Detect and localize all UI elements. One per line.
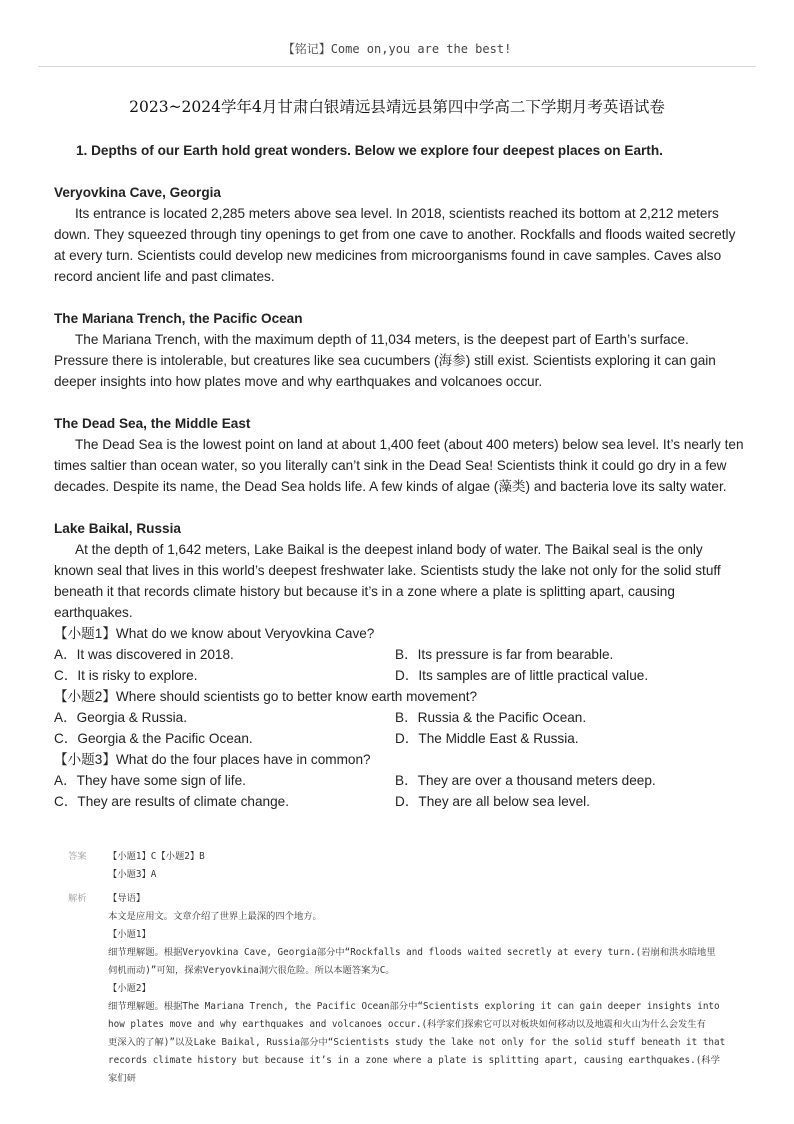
- answer-content: [108, 848, 728, 884]
- analysis-line: 【小题1】: [108, 929, 151, 940]
- options-row: [54, 644, 744, 665]
- answer-row: [68, 848, 728, 884]
- section-paragraph: At the depth of 1,642 meters, Lake Baikal is the deepest inland body of water. The Baikal seal is the only known seal that lives in this world’s deepest freshwater lake. Scientists study the lake not only for the solid stuff beneath it that records climate history but because it’s in a zone where a plate is splitting apart, causing earthquakes.: [54, 542, 721, 620]
- analysis-line: 【小题2】: [108, 983, 151, 994]
- analysis-line: 【导语】: [108, 893, 146, 904]
- subquestion-1: [54, 623, 744, 686]
- section-veryovkina: [54, 182, 744, 287]
- analysis-line: 细节理解题。根据The Mariana Trench, the Pacific Ocean部分中“Scientists exploring it can gain deeper insights into: [108, 1001, 720, 1012]
- paragraph-gap: [54, 497, 744, 518]
- analysis-line: 更深入的了解)”以及Lake Baikal, Russia部分中“Scientists study the lake not only for the solid stuff beneath it that: [108, 1037, 726, 1048]
- header-motto: 【铭记】Come on,you are the best!: [282, 42, 512, 56]
- options-row: [54, 707, 744, 728]
- option-c: C．They are results of climate change.: [54, 794, 289, 809]
- option-d: D．The Middle East & Russia.: [395, 731, 579, 746]
- analysis-line: 伺机而动)”可知，探索Veryovkina洞穴很危险。所以本题答案为C。: [108, 965, 395, 976]
- document-title: 2023~2024学年4月甘肃白银靖远县靖远县第四中学高二下学期月考英语试卷: [129, 98, 665, 116]
- section-heading: Lake Baikal, Russia: [54, 521, 181, 536]
- subquestion-stem: 【小题1】What do we know about Veryovkina Cave?: [54, 626, 375, 641]
- option-a: A．They have some sign of life.: [54, 773, 246, 788]
- subquestion-2: [54, 686, 744, 749]
- paragraph-gap: [54, 392, 744, 413]
- options-row: [54, 728, 744, 749]
- answer-label: 答案: [68, 851, 87, 862]
- paragraph-gap: [54, 287, 744, 308]
- option-a: A．It was discovered in 2018.: [54, 647, 234, 662]
- section-mariana: [54, 308, 744, 392]
- analysis-line: records climate history but because it’s in a zone where a plate is splitting apart, causing earthquakes.(科学家们研: [108, 1055, 720, 1084]
- analysis-content: [108, 890, 728, 1088]
- section-heading: The Dead Sea, the Middle East: [54, 416, 251, 431]
- option-d: D．Its samples are of little practical value.: [395, 668, 649, 683]
- option-d: D．They are all below sea level.: [395, 794, 590, 809]
- section-baikal: [54, 518, 744, 623]
- header-divider: [38, 66, 756, 67]
- subquestion-stem: 【小题2】Where should scientists go to better know earth movement?: [54, 689, 478, 704]
- option-a: A．Georgia & Russia.: [54, 710, 187, 725]
- option-c: C．Georgia & the Pacific Ocean.: [54, 731, 253, 746]
- section-heading: The Mariana Trench, the Pacific Ocean: [54, 311, 303, 326]
- subquestion-3: [54, 749, 744, 812]
- answer-line: 【小题3】A: [108, 869, 157, 880]
- option-b: B．Russia & the Pacific Ocean.: [395, 710, 587, 725]
- section-heading: Veryovkina Cave, Georgia: [54, 185, 221, 200]
- answer-analysis-block: [68, 848, 728, 1088]
- options-row: [54, 791, 744, 812]
- section-dead-sea: [54, 413, 744, 497]
- analysis-row: [68, 890, 728, 1088]
- question-intro: 1. Depths of our Earth hold great wonders. Below we explore four deepest places on Earth.: [76, 143, 663, 158]
- option-b: B．Its pressure is far from bearable.: [395, 647, 614, 662]
- analysis-line: how plates move and why earthquakes and volcanoes occur.(科学家们探索它可以对板块如何移动以及地震和火山为什么会发生有: [108, 1019, 706, 1030]
- section-paragraph: Its entrance is located 2,285 meters above sea level. In 2018, scientists reached its bottom at 2,212 meters down. They squeezed through tiny openings to get from one cave to another. Rockfalls and floods waited secretly at every turn. Scientists could develop new medicines from microorganisms found in cave samples. Caves also record ancient life and past climates.: [54, 206, 736, 284]
- section-paragraph: The Mariana Trench, with the maximum depth of 11,034 meters, is the deepest part of Earth’s surface. Pressure there is intolerable, but creatures like sea cucumbers (海参) still exist. Scientists exploring it can gain deeper insights into how plates move and why earthquakes and volcanoes occur.: [54, 332, 716, 389]
- analysis-line: 本文是应用文。文章介绍了世界上最深的四个地方。: [108, 911, 322, 922]
- option-b: B．They are over a thousand meters deep.: [395, 773, 656, 788]
- subquestion-stem: 【小题3】What do the four places have in common?: [54, 752, 371, 767]
- answer-line: 【小题1】C【小题2】B: [108, 851, 205, 862]
- question-body: [54, 140, 744, 812]
- analysis-label: 解析: [68, 893, 87, 904]
- option-c: C．It is risky to explore.: [54, 668, 198, 683]
- options-row: [54, 665, 744, 686]
- analysis-line: 细节理解题。根据Veryovkina Cave, Georgia部分中“Rockfalls and floods waited secretly at every turn.(岩崩和洪水暗地里: [108, 947, 716, 958]
- section-paragraph: The Dead Sea is the lowest point on land at about 1,400 feet (about 400 meters) below sea level. It’s nearly ten times saltier than ocean water, so you literally can’t sink in the Dead Sea! Scientists think it could go dry in a few decades. Despite its name, the Dead Sea holds life. A few kinds of algae (藻类) and bacteria love its salty water.: [54, 437, 744, 494]
- options-row: [54, 770, 744, 791]
